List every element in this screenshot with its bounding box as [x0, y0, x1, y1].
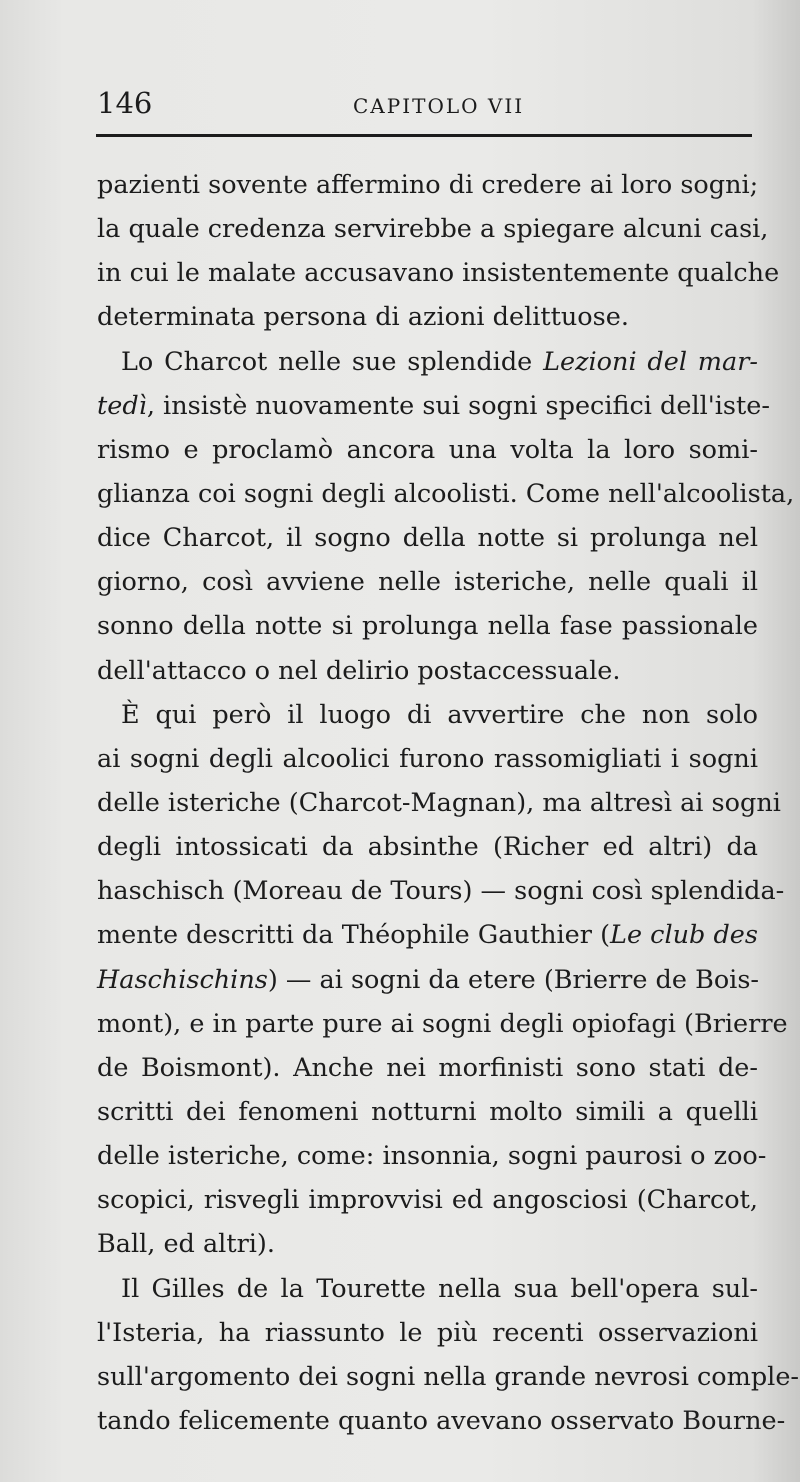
- text-line: sonno della notte si prolunga nella fase passionale: [97, 611, 758, 642]
- text-line: Il Gilles de la Tourette nella sua bell'opera sul-: [121, 1273, 758, 1304]
- italic-title: Haschischins: [97, 964, 268, 995]
- text-line: mont), e in parte pure ai sogni degli opiofagi (Brierre: [97, 1008, 788, 1039]
- text-line: [97, 958, 758, 1002]
- text-line: È qui però il luogo di avvertire che non solo: [121, 699, 758, 730]
- text-line: delle isteriche, come: insonnia, sogni paurosi o zoo-: [97, 1141, 767, 1172]
- text-line: degli intossicati da absinthe (Richer ed altri) da: [97, 832, 758, 863]
- text-line: [97, 340, 758, 384]
- text-line: delle isteriche (Charcot-Magnan), ma altresì ai sogni: [97, 787, 781, 818]
- page-header: [97, 86, 767, 126]
- line-segment: Lo Charcot nelle sue splendide: [121, 346, 544, 377]
- text-line: tando felicemente quanto avevano osservato Bourne-: [97, 1405, 786, 1436]
- text-line: Ball, ed altri).: [97, 1229, 275, 1260]
- line-segment: ) — ai sogni da etere (Brierre de Bois-: [267, 964, 760, 995]
- italic-title: tedì: [97, 390, 147, 421]
- text-line: determinata persona di azioni delittuose.: [97, 302, 629, 333]
- line-segment: mente descritti da Théophile Gauthier (: [97, 920, 611, 951]
- text-line: dell'attacco o nel delirio postaccessuale.: [97, 655, 621, 686]
- italic-title: Lezioni del mar-: [543, 346, 758, 377]
- text-line: giorno, così avviene nelle isteriche, nelle quali il: [97, 567, 758, 598]
- italic-title: Le club des: [610, 920, 758, 951]
- body-text: [97, 163, 800, 1443]
- text-line: la quale credenza servirebbe a spiegare alcuni casi,: [97, 214, 769, 245]
- text-line: in cui le malate accusavano insistentemente qualche: [97, 258, 780, 289]
- text-line: scopici, risvegli improvvisi ed angosciosi (Charcot,: [97, 1185, 758, 1216]
- text-line: scritti dei fenomeni notturni molto simili a quelli: [97, 1096, 758, 1127]
- text-line: dice Charcot, il sogno della notte si prolunga nel: [97, 523, 758, 554]
- text-line: sull'argomento dei sogni nella grande nevrosi comple-: [97, 1361, 800, 1392]
- text-line: de Boismont). Anche nei morfinisti sono stati de-: [97, 1052, 758, 1083]
- text-line: ai sogni degli alcoolici furono rassomigliati i sogni: [97, 743, 758, 774]
- line-segment: , insistè nuovamente sui sogni specifici dell'iste-: [146, 390, 770, 421]
- text-line: [97, 384, 770, 428]
- text-line: haschisch (Moreau de Tours) — sogni così splendida-: [97, 876, 785, 907]
- page-number: 146: [97, 86, 153, 120]
- text-line: rismo e proclamò ancora una volta la loro somi-: [97, 434, 758, 465]
- text-line: l'Isteria, ha riassunto le più recenti osservazioni: [97, 1317, 758, 1348]
- text-line: [97, 913, 758, 957]
- header-rule: [96, 134, 752, 137]
- running-head: CAPITOLO VII: [353, 94, 525, 118]
- text-line: glianza coi sogni degli alcoolisti. Come nell'alcoolista,: [97, 478, 795, 509]
- text-line: pazienti sovente affermino di credere ai loro sogni;: [97, 170, 759, 200]
